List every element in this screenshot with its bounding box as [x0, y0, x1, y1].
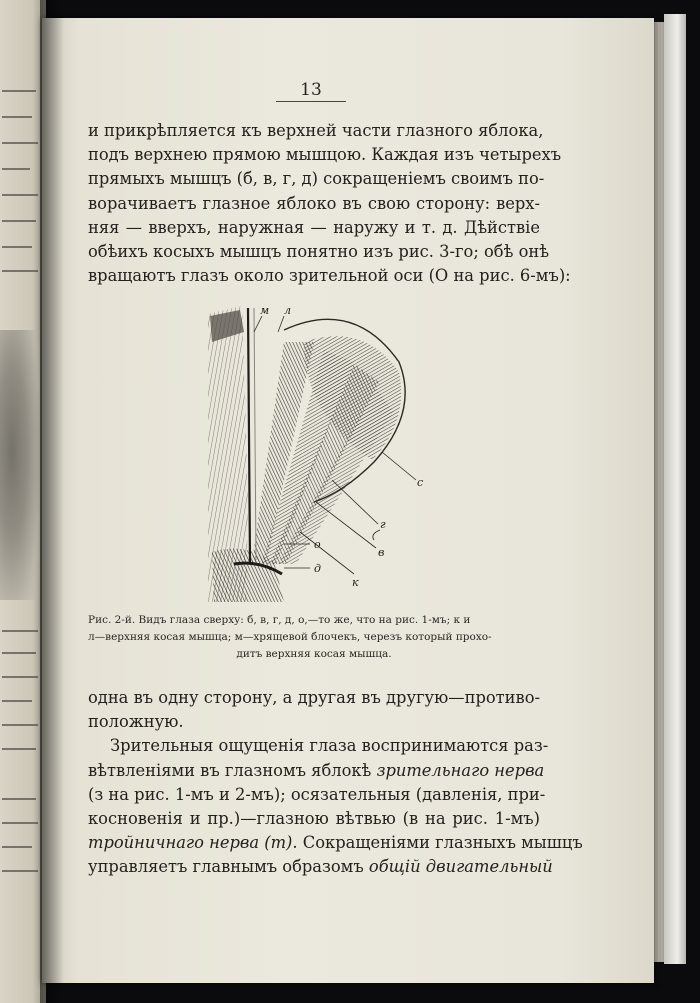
- text-run: управляетъ главнымъ образомъ: [88, 857, 369, 877]
- text-line: ворачиваетъ глазное яблоко въ свою сторону: верх-: [88, 193, 540, 213]
- facing-text-line: [2, 246, 32, 248]
- page-block-edge: [664, 14, 686, 964]
- text-line: Зрительныя ощущенія глаза воспринимаются раз-: [110, 736, 549, 756]
- facing-text-line: [2, 142, 38, 144]
- figure-label-l: л: [284, 304, 292, 317]
- facing-text-line: [2, 116, 32, 118]
- text-line: прямыхъ мышцъ (б, в, г, д) сокращеніемъ своимъ по-: [88, 169, 545, 189]
- page-number-rule: [276, 101, 346, 102]
- figure-label-z: г: [380, 518, 386, 531]
- spine-shadow: [40, 0, 64, 1003]
- text-line: [88, 759, 545, 783]
- text-line: обѣихъ косыхъ мышцъ понятно изъ рис. 3-го; обѣ онѣ: [88, 242, 550, 262]
- figure-caption: [88, 612, 540, 663]
- paragraph-1: [88, 119, 571, 288]
- facing-text-line: [2, 700, 32, 702]
- text-run-italic: тройничнаго нерва (т): [88, 833, 293, 853]
- facing-text-line: [2, 676, 38, 678]
- figure-label-o: о: [314, 538, 321, 551]
- figure-label-b: в: [378, 546, 385, 559]
- figure-label-c: с: [417, 476, 424, 489]
- text-line: подъ верхнею прямою мышцою. Каждая изъ четырехъ: [88, 145, 562, 165]
- facing-text-line: [2, 748, 36, 750]
- caption-line: л—верхняя косая мышца; м—хрящевой блочекъ, черезъ который прохо-: [88, 631, 492, 643]
- text-run-italic: общій двигательный: [368, 857, 553, 877]
- caption-line: Рис. 2-й. Видъ глаза сверху: б, в, г, д, о,—то же, что на рис. 1-мъ; к и: [88, 614, 471, 626]
- text-run-italic: зрительнаго нерва: [376, 760, 545, 780]
- facing-text-line: [2, 798, 36, 800]
- text-run: . Сокращеніями глазныхъ мышцъ: [292, 833, 583, 853]
- text-line: и прикрѣпляется къ верхней части глазного яблока,: [88, 121, 544, 140]
- figure-label-k: к: [352, 576, 359, 589]
- facing-text-line: [2, 220, 36, 222]
- text-line: [88, 831, 583, 855]
- text-line: одна въ одну сторону, а другая въ другую—противо-: [88, 688, 540, 707]
- text-line: косновенія и пр.)—глазною вѣтвью (в на рис. 1-мъ): [88, 809, 540, 829]
- facing-illustration: [0, 330, 40, 600]
- facing-text-line: [2, 630, 38, 632]
- text-line: няя — вверхъ, наружная — наружу и т. д. Дѣйствіе: [88, 217, 540, 237]
- facing-text-line: [2, 90, 36, 92]
- facing-text-line: [2, 168, 30, 170]
- text-line: [88, 855, 553, 879]
- page-number: 13: [300, 80, 322, 100]
- facing-text-line: [2, 822, 38, 824]
- text-run: вѣтвленіями въ глазномъ яблокѣ: [88, 760, 377, 780]
- superior-oblique-tendon: [248, 308, 250, 562]
- facing-text-line: [2, 652, 36, 654]
- figure-label-d: д: [314, 562, 321, 575]
- facing-text-line: [2, 846, 32, 848]
- facing-text-line: [2, 724, 38, 726]
- caption-line: дитъ верхняя косая мышца.: [236, 648, 392, 660]
- text-line: (з на рис. 1-мъ и 2-мъ); осязательныя (давленія, при-: [88, 784, 546, 804]
- paragraph-2-3: [88, 686, 583, 880]
- facing-text-line: [2, 870, 38, 872]
- text-line: положную.: [88, 712, 184, 732]
- text-line: вращаютъ глазъ около зрительной оси (O на рис. 6-мъ):: [88, 266, 571, 286]
- facing-text-line: [2, 194, 38, 196]
- facing-text-line: [2, 270, 38, 272]
- figure-label-m: м: [260, 304, 270, 317]
- eye-muscles-figure: [204, 302, 454, 602]
